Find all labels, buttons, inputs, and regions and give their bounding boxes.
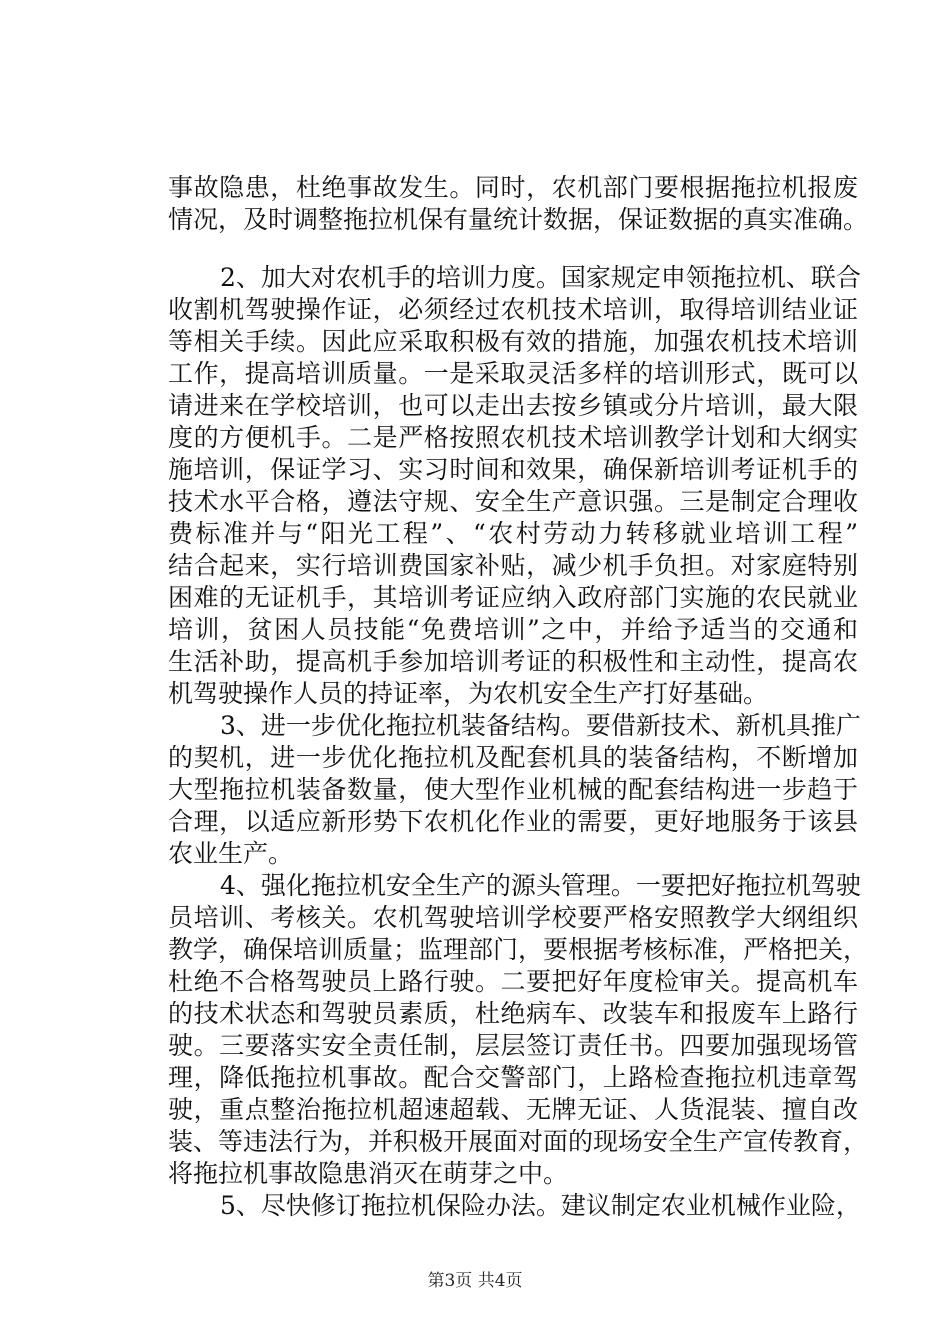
- document-body: [168, 172, 869, 1222]
- text-line: 的技术状态和驾驶员素质，杜绝病车、改装车和报废车上路行: [168, 999, 858, 1028]
- text-line: 的契机，进一步优化拖拉机及配套机具的装备结构，不断增加: [168, 743, 858, 772]
- paragraph-start-line: 2、加大对农机手的培训力度。国家规定申领拖拉机、联合: [220, 263, 861, 292]
- text-line: 工作，提高培训质量。一是采取灵活多样的培训形式，既可以: [168, 359, 858, 388]
- text-line: 等相关手续。因此应采取积极有效的措施，加强农机技术培训: [168, 327, 858, 356]
- paragraph-start-line: 3、进一步优化拖拉机装备结构。要借新技术、新机具推广: [220, 711, 861, 740]
- text-line: 情况，及时调整拖拉机保有量统计数据，保证数据的真实准确。: [168, 205, 869, 234]
- text-line: 机驾驶操作人员的持证率，为农机安全生产打好基础。: [168, 679, 769, 708]
- text-line: 施培训，保证学习、实习时间和效果，确保新培训考证机手的: [168, 455, 858, 484]
- text-line: 培训，贫困人员技能“免费培训”之中，并给予适当的交通和: [168, 615, 858, 644]
- text-line: 技术水平合格，遵法守规、安全生产意识强。三是制定合理收: [168, 487, 858, 516]
- text-line: 大型拖拉机装备数量，使大型作业机械的配套结构进一步趋于: [168, 775, 858, 804]
- text-line: 事故隐患，杜绝事故发生。同时，农机部门要根据拖拉机报废: [168, 173, 858, 202]
- text-line: 教学，确保培训质量；监理部门，要根据考核标准，严格把关，: [168, 935, 869, 964]
- text-line: 费标准并与“阳光工程”、“农村劳动力转移就业培训工程”: [168, 519, 858, 548]
- text-line: 理，降低拖拉机事故。配合交警部门，上路检查拖拉机违章驾: [168, 1063, 858, 1092]
- text-line: 度的方便机手。二是严格按照农机技术培训教学计划和大纲实: [168, 423, 858, 452]
- text-line: 困难的无证机手，其培训考证应纳入政府部门实施的农民就业: [168, 583, 858, 612]
- text-line: 杜绝不合格驾驶员上路行驶。二要把好年度检审关。提高机车: [168, 967, 858, 996]
- text-line: 请进来在学校培训，也可以走出去按乡镇或分片培训，最大限: [168, 391, 858, 420]
- text-line: 收割机驾驶操作证，必须经过农机技术培训，取得培训结业证: [168, 295, 858, 324]
- text-line: 农业生产。: [168, 839, 294, 868]
- paragraph-start-line: 5、尽快修订拖拉机保险办法。建议制定农业机械作业险，: [220, 1191, 861, 1220]
- page-footer: 第3页 共4页: [427, 1271, 523, 1291]
- text-line: 将拖拉机事故隐患消灭在萌芽之中。: [168, 1159, 569, 1188]
- text-line: 结合起来，实行培训费国家补贴，减少机手负担。对家庭特别: [168, 551, 858, 580]
- text-line: 驶。三要落实安全责任制，层层签订责任书。四要加强现场管: [168, 1031, 858, 1060]
- paragraph-start-line: 4、强化拖拉机安全生产的源头管理。一要把好拖拉机驾驶: [220, 871, 861, 900]
- text-line: 驶，重点整治拖拉机超速超载、无牌无证、人货混装、擅自改: [168, 1095, 858, 1124]
- text-line: 生活补助，提高机手参加培训考证的积极性和主动性，提高农: [168, 647, 858, 676]
- paragraph-gap: [168, 236, 858, 262]
- text-line: 合理，以适应新形势下农机化作业的需要，更好地服务于该县: [168, 807, 858, 836]
- text-line: 装、等违法行为，并积极开展面对面的现场安全生产宣传教育，: [168, 1127, 869, 1156]
- text-line: 员培训、考核关。农机驾驶培训学校要严格安照教学大纲组织: [168, 903, 858, 932]
